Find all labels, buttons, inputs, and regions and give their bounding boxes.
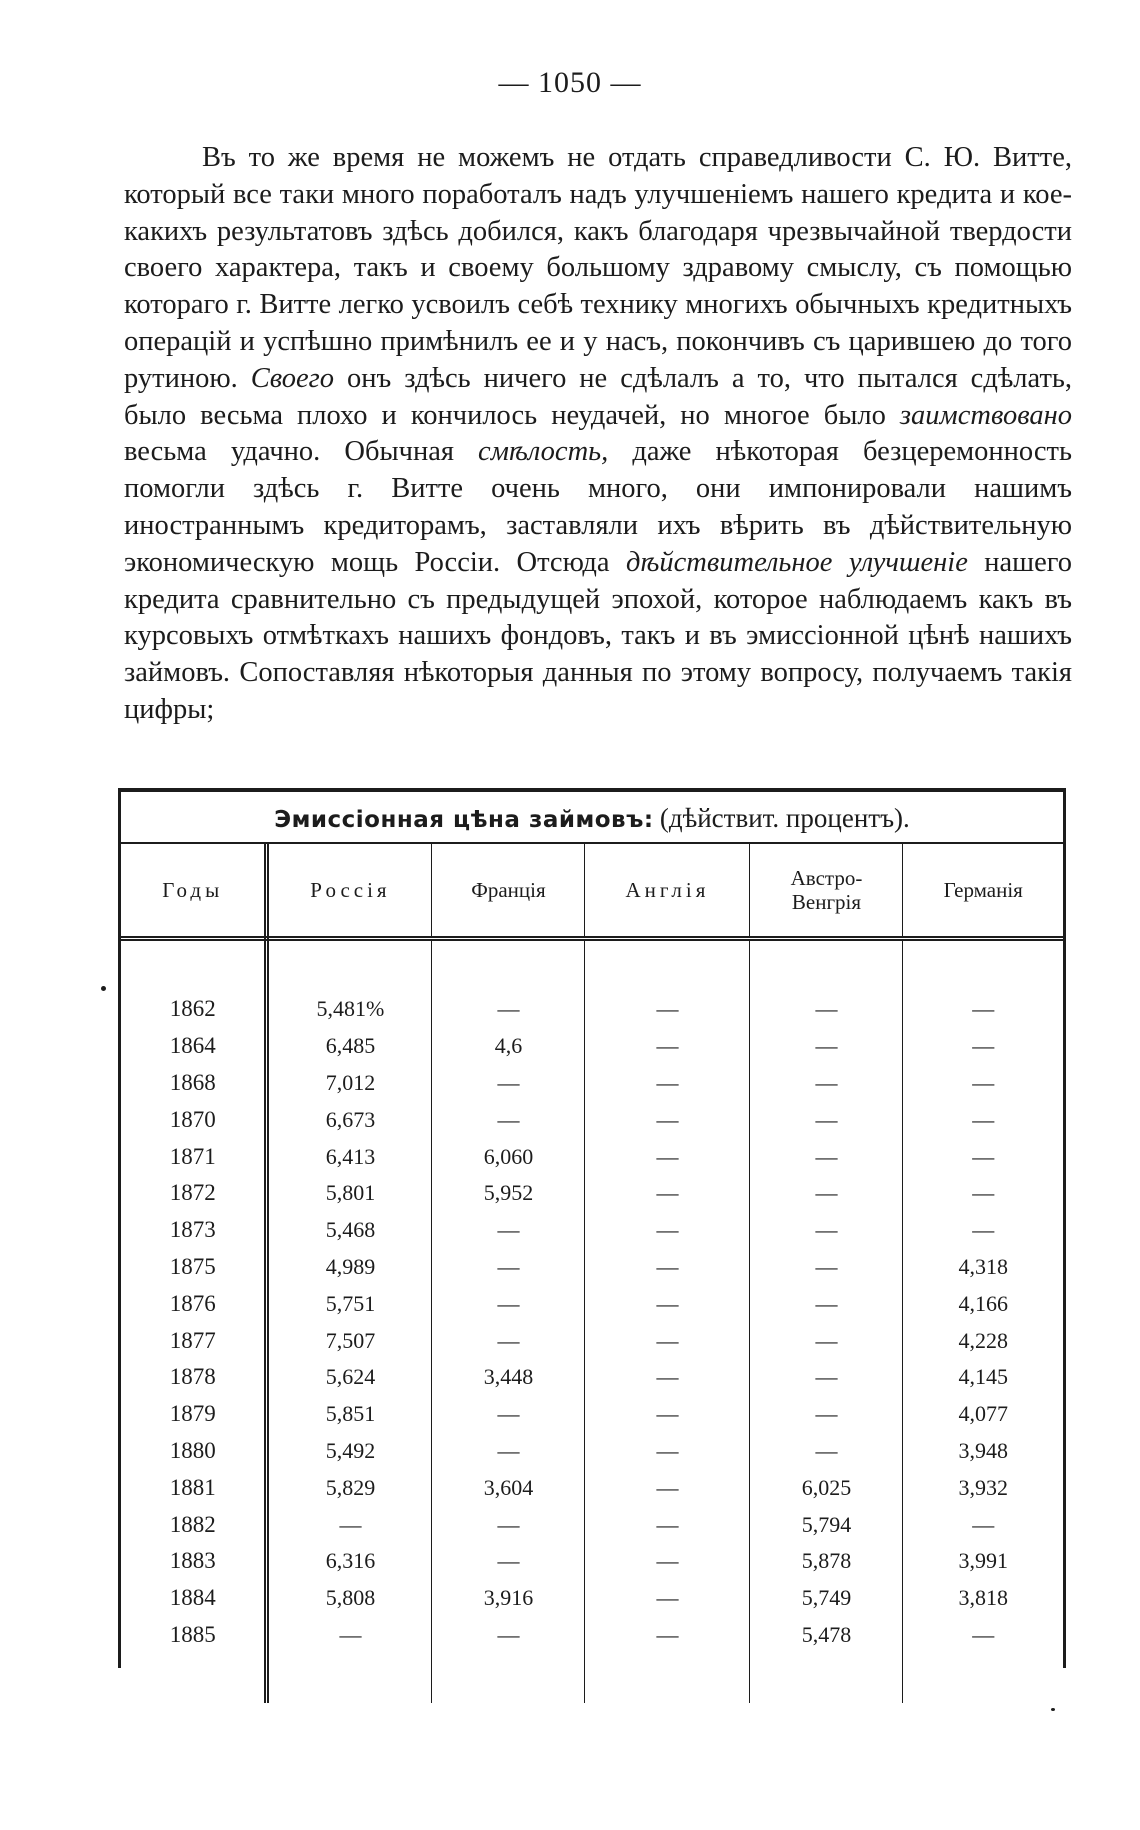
cell-france: — bbox=[432, 1101, 585, 1138]
cell-england: — bbox=[585, 1212, 750, 1249]
table-row bbox=[121, 1617, 1063, 1654]
cell-germany: — bbox=[972, 1069, 995, 1095]
header-england: Англія bbox=[585, 844, 750, 939]
table-row bbox=[121, 1469, 1063, 1506]
cell-germany: 4,145 bbox=[958, 1364, 1008, 1390]
cell-russia: 5,829 bbox=[267, 1469, 432, 1506]
cell-england: — bbox=[585, 1322, 750, 1359]
cell-england: — bbox=[585, 1028, 750, 1065]
table-caption-main: Эмиссіонная цѣна займовъ: bbox=[274, 807, 654, 833]
table-row bbox=[121, 1101, 1063, 1138]
cell-russia: — bbox=[267, 1617, 432, 1654]
cell-russia: 7,012 bbox=[267, 1065, 432, 1102]
cell-austria-hungary: — bbox=[750, 1028, 903, 1065]
table-row bbox=[121, 1028, 1063, 1065]
header-years: Годы bbox=[121, 844, 267, 939]
cell-france: 6,060 bbox=[432, 1138, 585, 1175]
cell-year: 1880 bbox=[121, 1433, 267, 1470]
cell-austria-hungary: — bbox=[750, 1322, 903, 1359]
cell-germany: — bbox=[972, 1180, 995, 1206]
cell-russia: 5,851 bbox=[267, 1396, 432, 1433]
header-austria-line1: Австро- bbox=[790, 866, 863, 890]
cell-austria-hungary: — bbox=[750, 1138, 903, 1175]
cell-year: 1868 bbox=[121, 1065, 267, 1102]
cell-france: — bbox=[432, 1065, 585, 1102]
cell-year: 1877 bbox=[121, 1322, 267, 1359]
cell-germany: — bbox=[972, 1106, 995, 1132]
cell-austria-hungary: 5,749 bbox=[750, 1580, 903, 1617]
cell-england: — bbox=[585, 1065, 750, 1102]
cell-austria-hungary: — bbox=[750, 1249, 903, 1286]
cell-england: — bbox=[585, 1580, 750, 1617]
cell-austria-hungary: — bbox=[750, 1396, 903, 1433]
cell-year: 1878 bbox=[121, 1359, 267, 1396]
spacer-row bbox=[121, 939, 1063, 992]
body-paragraph bbox=[124, 140, 1072, 729]
header-france: Франція bbox=[432, 844, 585, 939]
cell-year: 1864 bbox=[121, 1028, 267, 1065]
cell-year: 1871 bbox=[121, 1138, 267, 1175]
cell-france: 3,604 bbox=[432, 1469, 585, 1506]
cell-russia: — bbox=[267, 1506, 432, 1543]
header-row bbox=[121, 844, 1063, 939]
header-austria-line2: Венгрія bbox=[791, 890, 862, 914]
cell-austria-hungary: — bbox=[750, 1433, 903, 1470]
cell-russia: 5,492 bbox=[267, 1433, 432, 1470]
emphasis-text: Своего bbox=[250, 362, 335, 394]
cell-russia: 7,507 bbox=[267, 1322, 432, 1359]
cell-russia: 6,413 bbox=[267, 1138, 432, 1175]
cell-year: 1885 bbox=[121, 1617, 267, 1654]
cell-france: — bbox=[432, 991, 585, 1028]
cell-russia: 6,485 bbox=[267, 1028, 432, 1065]
text-segment: весьма удачно. Обычная bbox=[124, 436, 454, 468]
table-row bbox=[121, 1065, 1063, 1102]
cell-russia: 5,624 bbox=[267, 1359, 432, 1396]
cell-austria-hungary: — bbox=[750, 1175, 903, 1212]
data-table bbox=[121, 844, 1063, 1703]
cell-germany: 3,991 bbox=[958, 1548, 1008, 1574]
paragraph-text bbox=[124, 140, 1072, 729]
cell-year: 1870 bbox=[121, 1101, 267, 1138]
cell-france: — bbox=[432, 1285, 585, 1322]
table-row bbox=[121, 1396, 1063, 1433]
table-caption bbox=[121, 792, 1063, 844]
cell-england: — bbox=[585, 1175, 750, 1212]
cell-russia: 5,751 bbox=[267, 1285, 432, 1322]
cell-year: 1872 bbox=[121, 1175, 267, 1212]
cell-france: 3,916 bbox=[432, 1580, 585, 1617]
print-speck bbox=[1051, 1708, 1055, 1711]
cell-austria-hungary: — bbox=[750, 1285, 903, 1322]
cell-germany: — bbox=[972, 1033, 995, 1059]
table-row bbox=[121, 1580, 1063, 1617]
cell-russia: 6,316 bbox=[267, 1543, 432, 1580]
cell-year: 1879 bbox=[121, 1396, 267, 1433]
cell-england: — bbox=[585, 1285, 750, 1322]
cell-year: 1875 bbox=[121, 1249, 267, 1286]
emphasis-text: заимствовано bbox=[899, 399, 1073, 431]
cell-germany: 4,166 bbox=[958, 1290, 1008, 1316]
cell-germany: 4,318 bbox=[958, 1253, 1008, 1279]
cell-england: — bbox=[585, 1506, 750, 1543]
cell-england: — bbox=[585, 1469, 750, 1506]
table-row bbox=[121, 1359, 1063, 1396]
cell-year: 1882 bbox=[121, 1506, 267, 1543]
cell-germany: — bbox=[972, 1143, 995, 1169]
text-segment: даже нѣкоторая безцеремонность помогли здѣсь г. Витте очень много, они импонировали нашимъ иностраннымъ кредиторамъ, заставляли ихъ вѣрить въ дѣйствительную экономическую мощь Россіи. Отсюда bbox=[124, 436, 1072, 578]
cell-england: — bbox=[585, 1359, 750, 1396]
cell-russia: 5,468 bbox=[267, 1212, 432, 1249]
cell-russia: 5,801 bbox=[267, 1175, 432, 1212]
cell-austria-hungary: — bbox=[750, 1212, 903, 1249]
cell-austria-hungary: — bbox=[750, 1065, 903, 1102]
cell-year: 1884 bbox=[121, 1580, 267, 1617]
cell-england: — bbox=[585, 1617, 750, 1654]
cell-france: — bbox=[432, 1506, 585, 1543]
cell-austria-hungary: 5,794 bbox=[750, 1506, 903, 1543]
cell-france: — bbox=[432, 1543, 585, 1580]
emphasis-text: дѣйствительное улучшеніе bbox=[625, 546, 968, 578]
table-row bbox=[121, 1433, 1063, 1470]
cell-germany: — bbox=[972, 1621, 995, 1647]
text-segment: онъ здѣсь ничего не сдѣлалъ а то, что пытался сдѣлать, было весьма плохо и кончилось неудачей, но многое было bbox=[124, 362, 1073, 431]
header-russia: Россія bbox=[267, 844, 432, 939]
table-row bbox=[121, 1506, 1063, 1543]
cell-russia: 5,481% bbox=[267, 991, 432, 1028]
cell-germany: 4,228 bbox=[958, 1327, 1008, 1353]
cell-england: — bbox=[585, 1138, 750, 1175]
cell-france: — bbox=[432, 1396, 585, 1433]
tail-row bbox=[121, 1653, 1063, 1703]
cell-france: — bbox=[432, 1322, 585, 1359]
emphasis-text: смѣлость, bbox=[478, 436, 609, 468]
cell-year: 1881 bbox=[121, 1469, 267, 1506]
cell-year: 1873 bbox=[121, 1212, 267, 1249]
cell-year: 1883 bbox=[121, 1543, 267, 1580]
table-row bbox=[121, 1543, 1063, 1580]
table-caption-note: (дѣйствит. процентъ). bbox=[659, 803, 910, 833]
cell-austria-hungary: — bbox=[750, 1101, 903, 1138]
cell-austria-hungary: 6,025 bbox=[750, 1469, 903, 1506]
emission-price-table bbox=[118, 788, 1066, 1668]
print-speck bbox=[101, 986, 106, 991]
cell-russia: 5,808 bbox=[267, 1580, 432, 1617]
cell-austria-hungary: 5,478 bbox=[750, 1617, 903, 1654]
cell-england: — bbox=[585, 1433, 750, 1470]
table-row bbox=[121, 1175, 1063, 1212]
cell-austria-hungary: — bbox=[750, 991, 903, 1028]
header-germany: Германія bbox=[903, 844, 1063, 939]
cell-england: — bbox=[585, 1543, 750, 1580]
cell-england: — bbox=[585, 1396, 750, 1433]
table-row bbox=[121, 1212, 1063, 1249]
cell-france: — bbox=[432, 1617, 585, 1654]
text-segment: нашего кредита сравнительно съ предыдущей эпохой, которое наблюдаемъ какъ въ курсовыхъ отмѣткахъ нашихъ фондовъ, такъ и въ эмиссіонной цѣнѣ нашихъ займовъ. Сопоставляя нѣкоторыя данныя по этому вопросу, получаемъ такія цифры; bbox=[124, 546, 1073, 725]
table-row bbox=[121, 991, 1063, 1028]
cell-germany: 3,818 bbox=[958, 1585, 1008, 1611]
table-row bbox=[121, 1322, 1063, 1359]
cell-germany: 3,932 bbox=[958, 1474, 1008, 1500]
cell-year: 1862 bbox=[121, 991, 267, 1028]
cell-france: 5,952 bbox=[432, 1175, 585, 1212]
text-segment: Въ то же время не можемъ не отдать справедливости С. Ю. Витте, который все таки много поработалъ надъ улучшеніемъ нашего кредита и кое-какихъ результатовъ здѣсь добился, какъ благодаря чрезвычайной твердости своего характера, такъ и своему большому здравому смыслу, съ помощью котораго г. Витте легко усвоилъ себѣ технику многихъ обычныхъ кредитныхъ операцій и успѣшно примѣнилъ ее и у насъ, покончивъ съ царившею до того рутиною. bbox=[124, 142, 1072, 394]
cell-russia: 6,673 bbox=[267, 1101, 432, 1138]
cell-austria-hungary: — bbox=[750, 1359, 903, 1396]
page-number: — 1050 — bbox=[498, 66, 642, 99]
cell-austria-hungary: 5,878 bbox=[750, 1543, 903, 1580]
header-austria-hungary bbox=[750, 844, 903, 939]
cell-france: — bbox=[432, 1433, 585, 1470]
cell-germany: — bbox=[972, 1217, 995, 1243]
cell-germany: — bbox=[972, 996, 995, 1022]
cell-england: — bbox=[585, 1101, 750, 1138]
cell-france: 4,6 bbox=[432, 1028, 585, 1065]
cell-germany: — bbox=[972, 1511, 995, 1537]
cell-russia: 4,989 bbox=[267, 1249, 432, 1286]
cell-england: — bbox=[585, 1249, 750, 1286]
table-row bbox=[121, 1285, 1063, 1322]
table-row bbox=[121, 1249, 1063, 1286]
cell-germany: 3,948 bbox=[958, 1437, 1008, 1463]
cell-england: — bbox=[585, 991, 750, 1028]
cell-germany: 4,077 bbox=[958, 1401, 1008, 1427]
cell-france: — bbox=[432, 1212, 585, 1249]
cell-france: 3,448 bbox=[432, 1359, 585, 1396]
table-row bbox=[121, 1138, 1063, 1175]
cell-year: 1876 bbox=[121, 1285, 267, 1322]
cell-france: — bbox=[432, 1249, 585, 1286]
